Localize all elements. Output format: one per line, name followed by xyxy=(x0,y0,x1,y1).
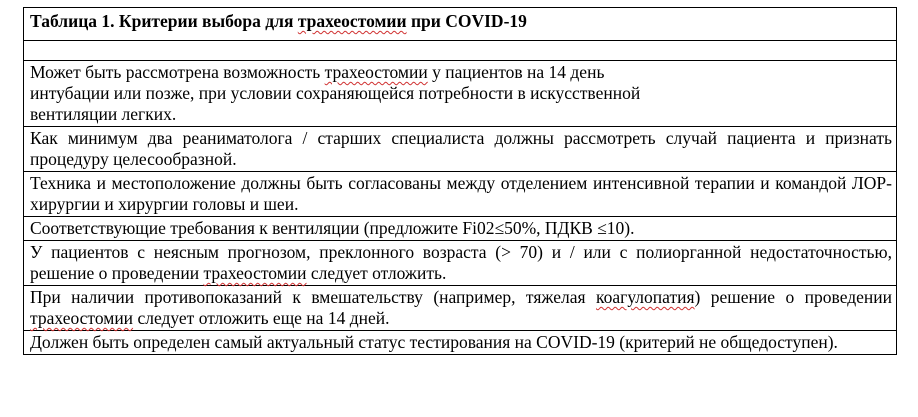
table-title-row xyxy=(24,8,897,41)
spacer-cell xyxy=(24,41,897,61)
table-row xyxy=(24,286,897,331)
criterion-5-text-a: У пациентов с неясным прогнозом, преклонного возраста (> 70) и / или с полиорганной недостаточностью, решение о проведении xyxy=(30,242,892,283)
criterion-3: Техника и местоположение должны быть согласованы между отделением интенсивной терапии и командой ЛОР-хирургии и хирургии головы и шеи. xyxy=(24,172,897,217)
criterion-2: Как минимум два реаниматолога / старших специалиста должны рассмотреть случай пациента и признать процедуру целесообразной. xyxy=(24,127,897,172)
criterion-5-text-b: следует отложить. xyxy=(306,263,447,283)
criterion-4: Соответствующие требования к вентиляции (предложите Fi02≤50%, ПДКВ ≤10). xyxy=(24,217,897,241)
criterion-6-spellcheck-word-2: трахеостомии xyxy=(30,308,134,328)
criterion-6 xyxy=(24,286,897,331)
table-row xyxy=(24,241,897,286)
title-spellcheck-word: трахеостомии xyxy=(297,11,407,31)
criterion-6-text-c: следует отложить еще на 14 дней. xyxy=(133,308,390,328)
criterion-1-line-2: интубации или позже, при условии сохраняющейся потребности в искусственной xyxy=(30,83,641,103)
spacer-row xyxy=(24,41,897,61)
criterion-1-text-a: Может быть рассмотрена возможность xyxy=(30,62,325,82)
criterion-1 xyxy=(24,61,897,127)
title-suffix: при COVID-19 xyxy=(406,11,527,31)
title-prefix: Таблица 1. Критерии выбора для xyxy=(30,11,298,31)
criteria-table xyxy=(23,7,897,355)
table-title xyxy=(24,8,897,41)
table-row xyxy=(24,331,897,355)
criterion-6-text-b: ) решение о проведении xyxy=(694,287,892,307)
criterion-5 xyxy=(24,241,897,286)
criterion-6-text-a: При наличии противопоказаний к вмешательству (например, тяжелая xyxy=(30,287,597,307)
criterion-1-line-3: вентиляции легких. xyxy=(30,104,177,124)
criterion-1-text-b: у пациентов на 14 день xyxy=(427,62,605,82)
table-row xyxy=(24,172,897,217)
criterion-5-spellcheck-word: трахеостомии xyxy=(203,263,307,283)
criterion-1-spellcheck-word: трахеостомии xyxy=(324,62,428,82)
table-row xyxy=(24,127,897,172)
table-row xyxy=(24,217,897,241)
table-row xyxy=(24,61,897,127)
criterion-7: Должен быть определен самый актуальный статус тестирования на COVID-19 (критерий не общедоступен). xyxy=(24,331,897,355)
criterion-6-spellcheck-word-1: коагулопатия xyxy=(596,287,695,307)
